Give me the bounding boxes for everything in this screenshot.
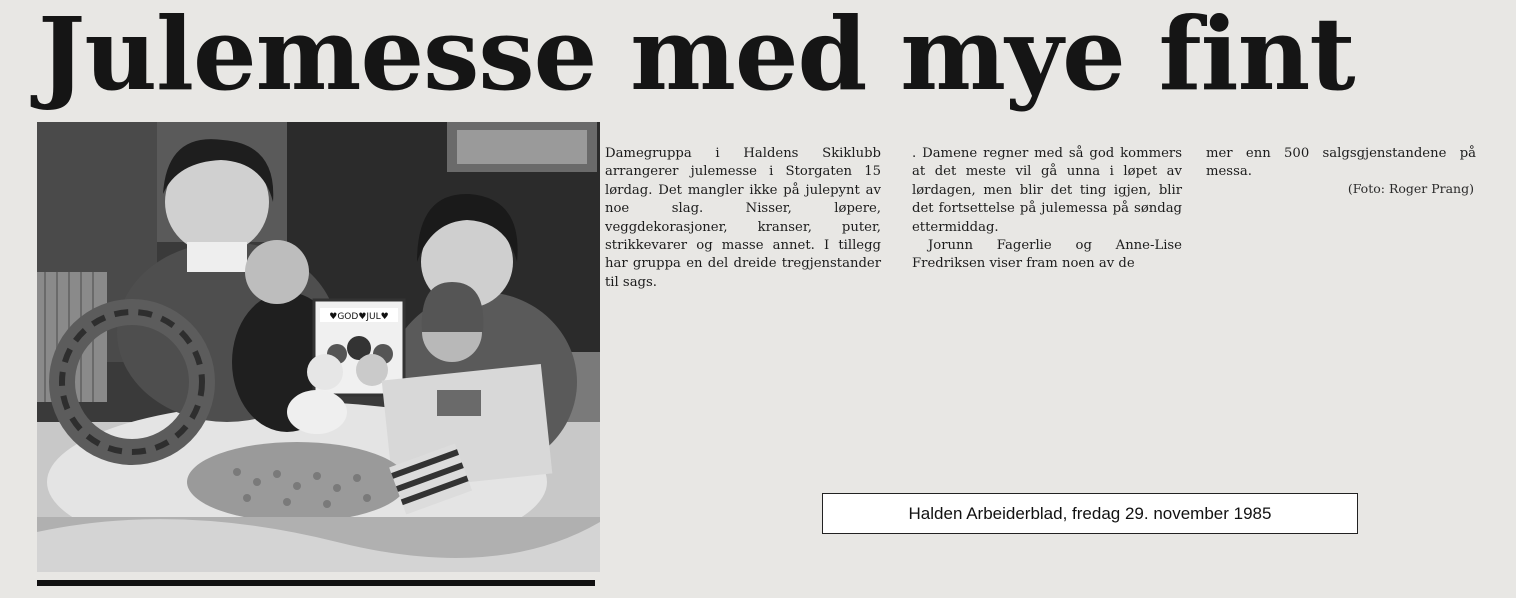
article-column-2 xyxy=(912,145,1182,274)
headline: Julemesse med mye fint xyxy=(38,0,1355,113)
article-paragraph: Damegruppa i Haldens Skiklubb arrangerer julemesse i Storgaten 15 lørdag. Det mangler ikke på julepynt av noe slag. Nisser, løpere, veggdekorasjoner, kranser, puter, strikkevarer og masse annet. I tillegg har gruppa en del dreide tregjenstander til sags. xyxy=(605,146,881,290)
article-paragraph: Jorunn Fagerlie og Anne-Lise Fredriksen viser fram noen av de xyxy=(912,238,1182,272)
article-column-3 xyxy=(1206,145,1476,182)
article-photo xyxy=(37,122,600,572)
article-paragraph: . Damene regner med så god kommers at det meste vil gå unna i løpet av lørdagen, men blir det ting igjen, blir det fortsettelse på julemessa på søndag ettermiddag. xyxy=(912,146,1182,235)
photo-credit: (Foto: Roger Prang) xyxy=(1347,181,1474,196)
article-paragraph: mer enn 500 salgsgjenstandene på messa. xyxy=(1206,146,1476,180)
photo-illustration xyxy=(37,122,600,572)
bottom-rule xyxy=(37,580,595,586)
article-column-1 xyxy=(605,145,881,292)
source-caption: Halden Arbeiderblad, fredag 29. november 1985 xyxy=(822,493,1358,534)
sign-text: ♥GOD♥JUL♥ xyxy=(329,312,389,322)
